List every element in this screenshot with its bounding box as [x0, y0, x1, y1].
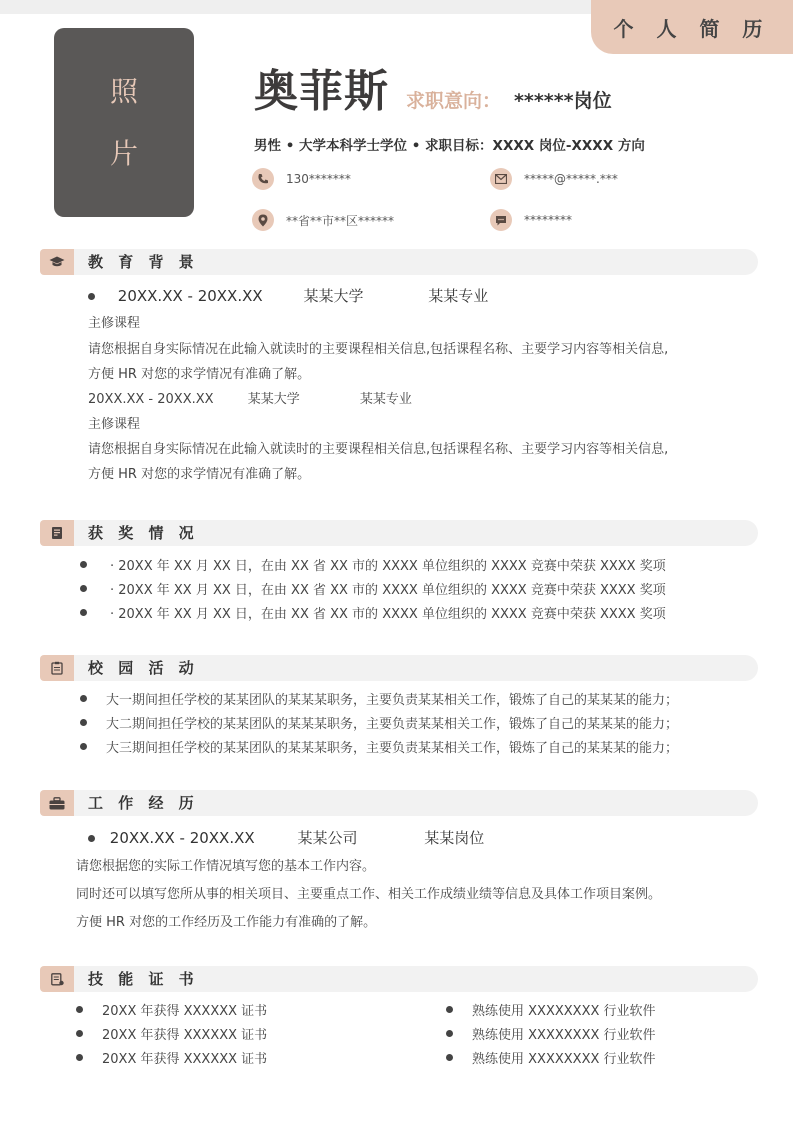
- edu-desc-1b: 方便 HR 对您的求学情况有准确了解。: [88, 367, 311, 382]
- edu-date-1: 20XX.XX - 20XX.XX: [117, 287, 263, 305]
- email-icon: [490, 168, 512, 190]
- work-line-1: 请您根据您的实际工作情况填写您的基本工作内容。: [76, 859, 376, 874]
- edu-major-1: 某某专业: [428, 287, 489, 305]
- photo-char-2: 片: [109, 136, 138, 170]
- bullet: [80, 719, 87, 726]
- chat-icon: [490, 209, 512, 231]
- bullet: [446, 1006, 453, 1013]
- job-intent-value: ******岗位: [514, 90, 612, 112]
- bullet: [80, 695, 87, 702]
- skill-cert-2: 20XX 年获得 XXXXXX 证书: [102, 1028, 268, 1043]
- education-entry-2: [88, 388, 412, 407]
- award-item-2: · 20XX 年 XX 月 XX 日，在由 XX 省 XX 市的 XXXX 单位组织的 XXXX 竞赛中荣获 XXXX 奖项: [110, 583, 666, 598]
- contact-phone: [252, 168, 351, 190]
- edu-course-label-2: 主修课程: [88, 417, 141, 432]
- skill-software-2: 熟练使用 XXXXXXXX 行业软件: [472, 1028, 656, 1043]
- campus-title: 校 园 活 动: [88, 659, 199, 677]
- job-intent-label: 求职意向：: [406, 90, 502, 112]
- work-title: 工 作 经 历: [88, 794, 199, 812]
- edu-course-label-1: 主修课程: [88, 316, 141, 331]
- campus-item-2: 大二期间担任学校的某某团队的某某某职务，主要负责某某相关工作，锻炼了自己的某某某的能力；: [106, 717, 679, 732]
- photo-char-1: 照: [109, 74, 138, 108]
- phone-icon: [252, 168, 274, 190]
- skill-cert-1: 20XX 年获得 XXXXXX 证书: [102, 1004, 268, 1019]
- bullet: [88, 293, 95, 300]
- phone-text: 130*******: [286, 172, 351, 186]
- bullet: [76, 1030, 83, 1037]
- education-entry-1: [88, 285, 488, 306]
- edu-desc-2a: 请您根据自身实际情况在此输入就读时的主要课程相关信息,包括课程名称、主要学习内容等相关信息,: [88, 442, 669, 457]
- candidate-name: 奥菲斯: [254, 66, 389, 117]
- resume-tag: 个 人 简 历: [591, 0, 793, 54]
- bullet: [80, 561, 87, 568]
- bullet: [80, 585, 87, 592]
- photo-placeholder: [54, 28, 194, 217]
- campus-item-1: 大一期间担任学校的某某团队的某某某职务，主要负责某某相关工作，锻炼了自己的某某某的能力；: [106, 693, 679, 708]
- edu-school-2: 某某大学: [247, 392, 300, 407]
- certificate-icon: [40, 966, 74, 992]
- bullet: [446, 1030, 453, 1037]
- briefcase-icon: [40, 790, 74, 816]
- bullet: [80, 609, 87, 616]
- edu-school-1: 某某大学: [303, 287, 364, 305]
- work-company: 某某公司: [297, 829, 358, 847]
- graduation-cap-icon: [40, 249, 74, 275]
- bullet: [88, 835, 95, 842]
- contact-address: [252, 209, 394, 231]
- bullet: [76, 1006, 83, 1013]
- award-item-3: · 20XX 年 XX 月 XX 日，在由 XX 省 XX 市的 XXXX 单位组织的 XXXX 竞赛中荣获 XXXX 奖项: [110, 607, 666, 622]
- profile-summary: 男性 • 大学本科学士学位 • 求职目标：XXXX 岗位-XXXX 方向: [254, 138, 645, 154]
- bullet: [76, 1054, 83, 1061]
- location-icon: [252, 209, 274, 231]
- skill-cert-3: 20XX 年获得 XXXXXX 证书: [102, 1052, 268, 1067]
- work-date: 20XX.XX - 20XX.XX: [109, 829, 255, 847]
- edu-date-2: 20XX.XX - 20XX.XX: [88, 392, 214, 407]
- bullet: [446, 1054, 453, 1061]
- education-title: 教 育 背 景: [88, 253, 199, 271]
- skill-software-3: 熟练使用 XXXXXXXX 行业软件: [472, 1052, 656, 1067]
- skills-title: 技 能 证 书: [88, 970, 199, 988]
- campus-item-3: 大三期间担任学校的某某团队的某某某职务，主要负责某某相关工作，锻炼了自己的某某某的能力；: [106, 741, 679, 756]
- edu-desc-2b: 方便 HR 对您的求学情况有准确了解。: [88, 467, 311, 482]
- work-line-2: 同时还可以填写您所从事的相关项目、主要重点工作、相关工作成绩业绩等信息及具体工作项目案例。: [76, 887, 662, 902]
- award-certificate-icon: [40, 520, 74, 546]
- clipboard-icon: [40, 655, 74, 681]
- awards-title: 获 奖 情 况: [88, 524, 199, 542]
- contact-chat: [490, 209, 572, 231]
- award-item-1: · 20XX 年 XX 月 XX 日，在由 XX 省 XX 市的 XXXX 单位组织的 XXXX 竞赛中荣获 XXXX 奖项: [110, 559, 666, 574]
- contact-email: [490, 168, 618, 190]
- skill-software-1: 熟练使用 XXXXXXXX 行业软件: [472, 1004, 656, 1019]
- edu-major-2: 某某专业: [359, 392, 412, 407]
- email-text: *****@*****.***: [524, 172, 618, 186]
- work-position: 某某岗位: [424, 829, 485, 847]
- edu-desc-1a: 请您根据自身实际情况在此输入就读时的主要课程相关信息,包括课程名称、主要学习内容等相关信息,: [88, 342, 669, 357]
- chat-text: ********: [524, 213, 572, 227]
- address-text: **省**市**区******: [286, 213, 395, 228]
- work-line-3: 方便 HR 对您的工作经历及工作能力有准确的了解。: [76, 915, 377, 930]
- work-entry: [88, 827, 484, 848]
- bullet: [80, 743, 87, 750]
